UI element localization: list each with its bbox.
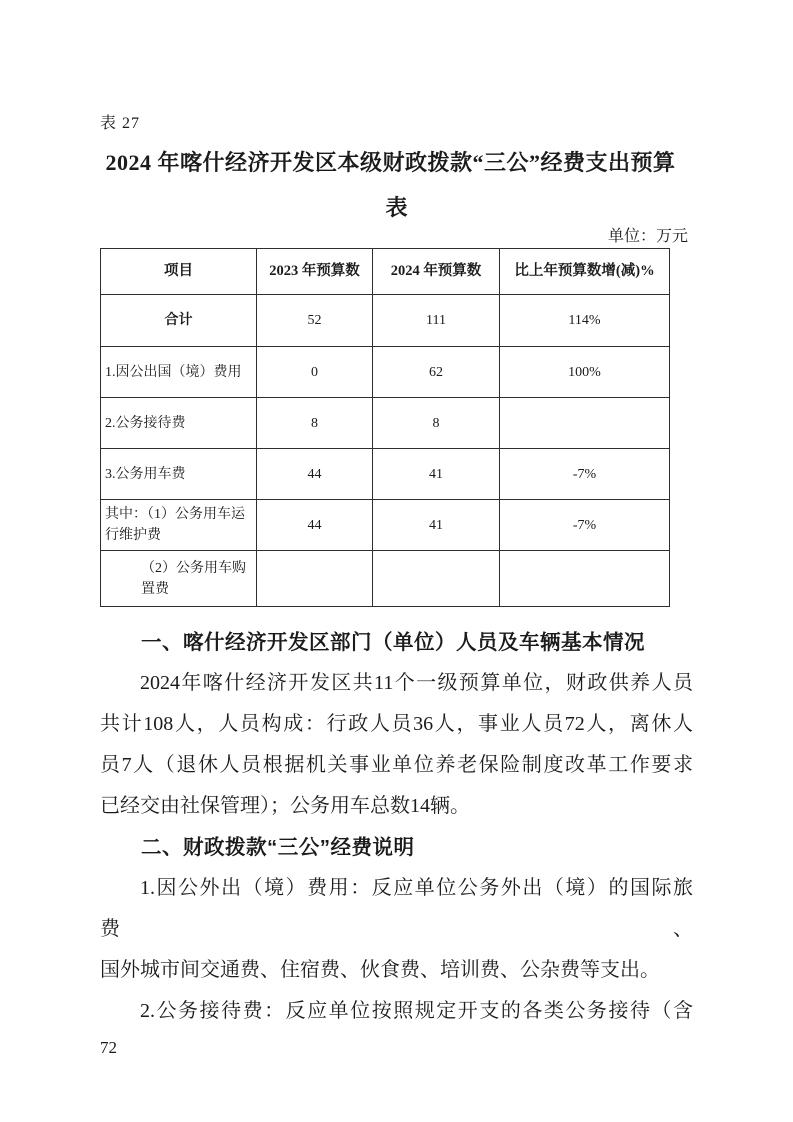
value-2024-cell: 62 [373, 347, 500, 398]
value-2023-cell [257, 551, 373, 607]
para3-line1: 2.公务接待费：反应单位按照规定开支的各类公务接待（含 [140, 1000, 693, 1022]
table-row-reception [101, 398, 670, 449]
header-cell-change: 比上年预算数增(减)% [500, 249, 670, 295]
para1-line2: 共计108人，人员构成：行政人员36人，事业人员72人，离休人 [100, 713, 693, 735]
row-label-cell: 合计 [101, 295, 257, 347]
change-cell: 114% [500, 295, 670, 347]
document-title-line1: 2024 年喀什经济开发区本级财政拨款“三公”经费支出预算 [105, 150, 676, 175]
document-title-line2: 表 [385, 195, 408, 220]
value-2024-cell: 8 [373, 398, 500, 449]
table-row-abroad [101, 347, 670, 398]
body-text-block [100, 622, 693, 1032]
budget-table-header-row [101, 249, 670, 295]
table-number-label: 表 27 [100, 115, 141, 132]
budget-table [100, 248, 670, 607]
row-label-cell: 其中：（1）公务用车运行维护费 [101, 500, 257, 551]
table-row-total [101, 295, 670, 347]
table-row-vehicle [101, 449, 670, 500]
value-2023-cell: 44 [257, 500, 373, 551]
row-label-cell: 1.因公出国（境）费用 [101, 347, 257, 398]
table-row-vehicle-purchase [101, 551, 670, 607]
para1-line3: 员7人（退休人员根据机关事业单位养老保险制度改革工作要求 [100, 754, 693, 776]
change-cell: -7% [500, 500, 670, 551]
header-cell-item: 项目 [101, 249, 257, 295]
value-2023-cell: 8 [257, 398, 373, 449]
section-one-heading: 一、喀什经济开发区部门（单位）人员及车辆基本情况 [141, 631, 645, 654]
para1-line1: 2024年喀什经济开发区共11个一级预算单位，财政供养人员 [140, 672, 693, 694]
value-2023-cell: 0 [257, 347, 373, 398]
value-2024-cell: 41 [373, 449, 500, 500]
value-2023-cell: 44 [257, 449, 373, 500]
row-label-cell: （2）公务用车购置费 [101, 551, 257, 607]
change-cell: -7% [500, 449, 670, 500]
para2-line1: 1.因公外出（境）费用：反应单位公务外出（境）的国际旅费、 [100, 877, 693, 940]
row-label-cell: 2.公务接待费 [101, 398, 257, 449]
page-number: 72 [100, 1038, 117, 1057]
value-2024-cell: 41 [373, 500, 500, 551]
change-cell: 100% [500, 347, 670, 398]
unit-label: 单位：万元 [607, 228, 688, 245]
header-cell-2024: 2024 年预算数 [373, 249, 500, 295]
row-label-cell: 3.公务用车费 [101, 449, 257, 500]
change-cell [500, 398, 670, 449]
value-2024-cell: 111 [373, 295, 500, 347]
change-cell [500, 551, 670, 607]
para2-line2: 国外城市间交通费、住宿费、伙食费、培训费、公杂费等支出。 [100, 959, 660, 981]
header-cell-2023: 2023 年预算数 [257, 249, 373, 295]
para1-line4: 已经交由社保管理）；公务用车总数14辆。 [100, 795, 470, 817]
value-2023-cell: 52 [257, 295, 373, 347]
section-two-heading: 二、财政拨款“三公”经费说明 [141, 836, 415, 859]
table-row-vehicle-operation [101, 500, 670, 551]
value-2024-cell [373, 551, 500, 607]
